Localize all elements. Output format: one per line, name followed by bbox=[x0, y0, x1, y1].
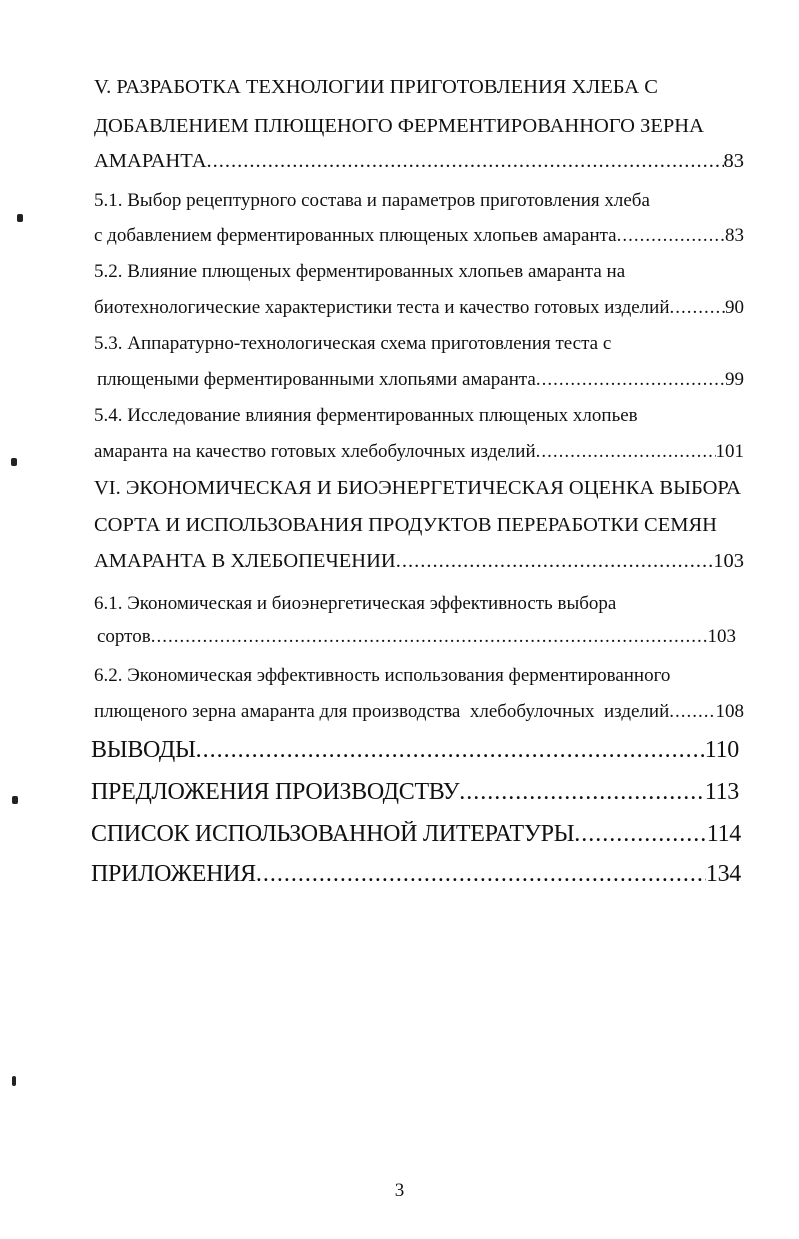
toc-chapter-6-line-2: СОРТА И ИСПОЛЬЗОВАНИЯ ПРОДУКТОВ ПЕРЕРАБОТКИ СЕМЯН bbox=[94, 514, 717, 536]
leader-dots bbox=[151, 626, 708, 648]
leader-dots bbox=[536, 369, 725, 391]
toc-proposals: ПРЕДЛОЖЕНИЯ ПРОИЗВОДСТВУ ..... 113 bbox=[91, 779, 739, 806]
toc-chapter-5-line-1: V. РАЗРАБОТКА ТЕХНОЛОГИИ ПРИГОТОВЛЕНИЯ ХЛЕБА С bbox=[94, 76, 658, 98]
toc-section-5-2-page: 90 bbox=[725, 297, 744, 318]
leader-dots bbox=[669, 701, 715, 723]
binding-hole-mark bbox=[11, 458, 17, 466]
leader-dots bbox=[196, 737, 705, 764]
toc-section-5-3-page: 99 bbox=[725, 369, 744, 390]
toc-section-6-2-line-2: плющеного зерна амаранта для производства хлебобулочных изделий ..... 108 bbox=[94, 701, 744, 723]
toc-section-6-1-line-2: сортов ..... 103 bbox=[97, 626, 736, 648]
toc-section-6-1-page: 103 bbox=[707, 626, 736, 647]
leader-dots bbox=[396, 550, 714, 573]
toc-appendices: ПРИЛОЖЕНИЯ ..... 134 bbox=[91, 861, 741, 888]
leader-dots bbox=[574, 821, 707, 848]
toc-chapter-6-line-1: VI. ЭКОНОМИЧЕСКАЯ И БИОЭНЕРГЕТИЧЕСКАЯ ОЦЕНКА ВЫБОРА bbox=[94, 477, 741, 499]
leader-dots bbox=[536, 441, 716, 463]
toc-section-5-1-line-2: с добавлением ферментированных плющеных хлопьев амаранта ..... 83 bbox=[94, 225, 744, 247]
toc-chapter-5-title-end: АМАРАНТА bbox=[94, 150, 207, 172]
binding-hole-mark bbox=[17, 214, 23, 222]
toc-literature-page: 114 bbox=[706, 821, 741, 847]
toc-section-5-3-line-2: плющеными ферментированными хлопьями амаранта ..... 99 bbox=[97, 369, 744, 391]
toc-section-5-2-line-1: 5.2. Влияние плющеных ферментированных хлопьев амаранта на bbox=[94, 261, 626, 282]
toc-literature: СПИСОК ИСПОЛЬЗОВАННОЙ ЛИТЕРАТУРЫ ..... 114 bbox=[91, 821, 741, 848]
toc-chapter-6-line-3: АМАРАНТА В ХЛЕБОПЕЧЕНИИ ..... 103 bbox=[94, 550, 744, 573]
toc-chapter-5-page: 83 bbox=[723, 150, 744, 172]
toc-section-5-4-page: 101 bbox=[715, 441, 744, 462]
toc-section-5-1-line-1: 5.1. Выбор рецептурного состава и параметров приготовления хлеба bbox=[94, 190, 650, 211]
leader-dots bbox=[256, 861, 706, 888]
toc-section-5-2-line-2: биотехнологические характеристики теста и качество готовых изделий ..... 90 bbox=[94, 297, 744, 319]
toc-chapter-6-page: 103 bbox=[713, 550, 744, 572]
toc-conclusions: ВЫВОДЫ ..... 110 bbox=[91, 737, 739, 764]
toc-section-6-2-page: 108 bbox=[715, 701, 744, 722]
page-number: 3 bbox=[394, 1180, 405, 1201]
toc-section-5-3-line-1: 5.3. Аппаратурно-технологическая схема приготовления теста с bbox=[94, 333, 612, 354]
binding-hole-mark bbox=[12, 796, 18, 804]
toc-conclusions-page: 110 bbox=[704, 737, 739, 763]
leader-dots bbox=[617, 225, 725, 247]
leader-dots bbox=[459, 779, 705, 806]
toc-section-5-4-line-2: амаранта на качество готовых хлебобулочных изделий ..... 101 bbox=[94, 441, 744, 463]
toc-section-5-4-line-1: 5.4. Исследование влияния ферментированных плющеных хлопьев bbox=[94, 405, 638, 426]
toc-section-6-2-line-1: 6.2. Экономическая эффективность использования ферментированного bbox=[94, 665, 671, 686]
toc-chapter-5-line-3 bbox=[94, 150, 744, 173]
toc-chapter-5-line-2: ДОБАВЛЕНИЕМ ПЛЮЩЕНОГО ФЕРМЕНТИРОВАННОГО ЗЕРНА bbox=[94, 115, 704, 137]
leader-dots bbox=[207, 150, 724, 173]
binding-hole-mark bbox=[12, 1076, 16, 1086]
toc-proposals-page: 113 bbox=[704, 779, 739, 805]
toc-section-5-1-page: 83 bbox=[725, 225, 744, 246]
toc-appendices-page: 134 bbox=[705, 861, 741, 887]
toc-section-6-1-line-1: 6.1. Экономическая и биоэнергетическая эффективность выбора bbox=[94, 593, 617, 614]
leader-dots bbox=[670, 297, 725, 319]
